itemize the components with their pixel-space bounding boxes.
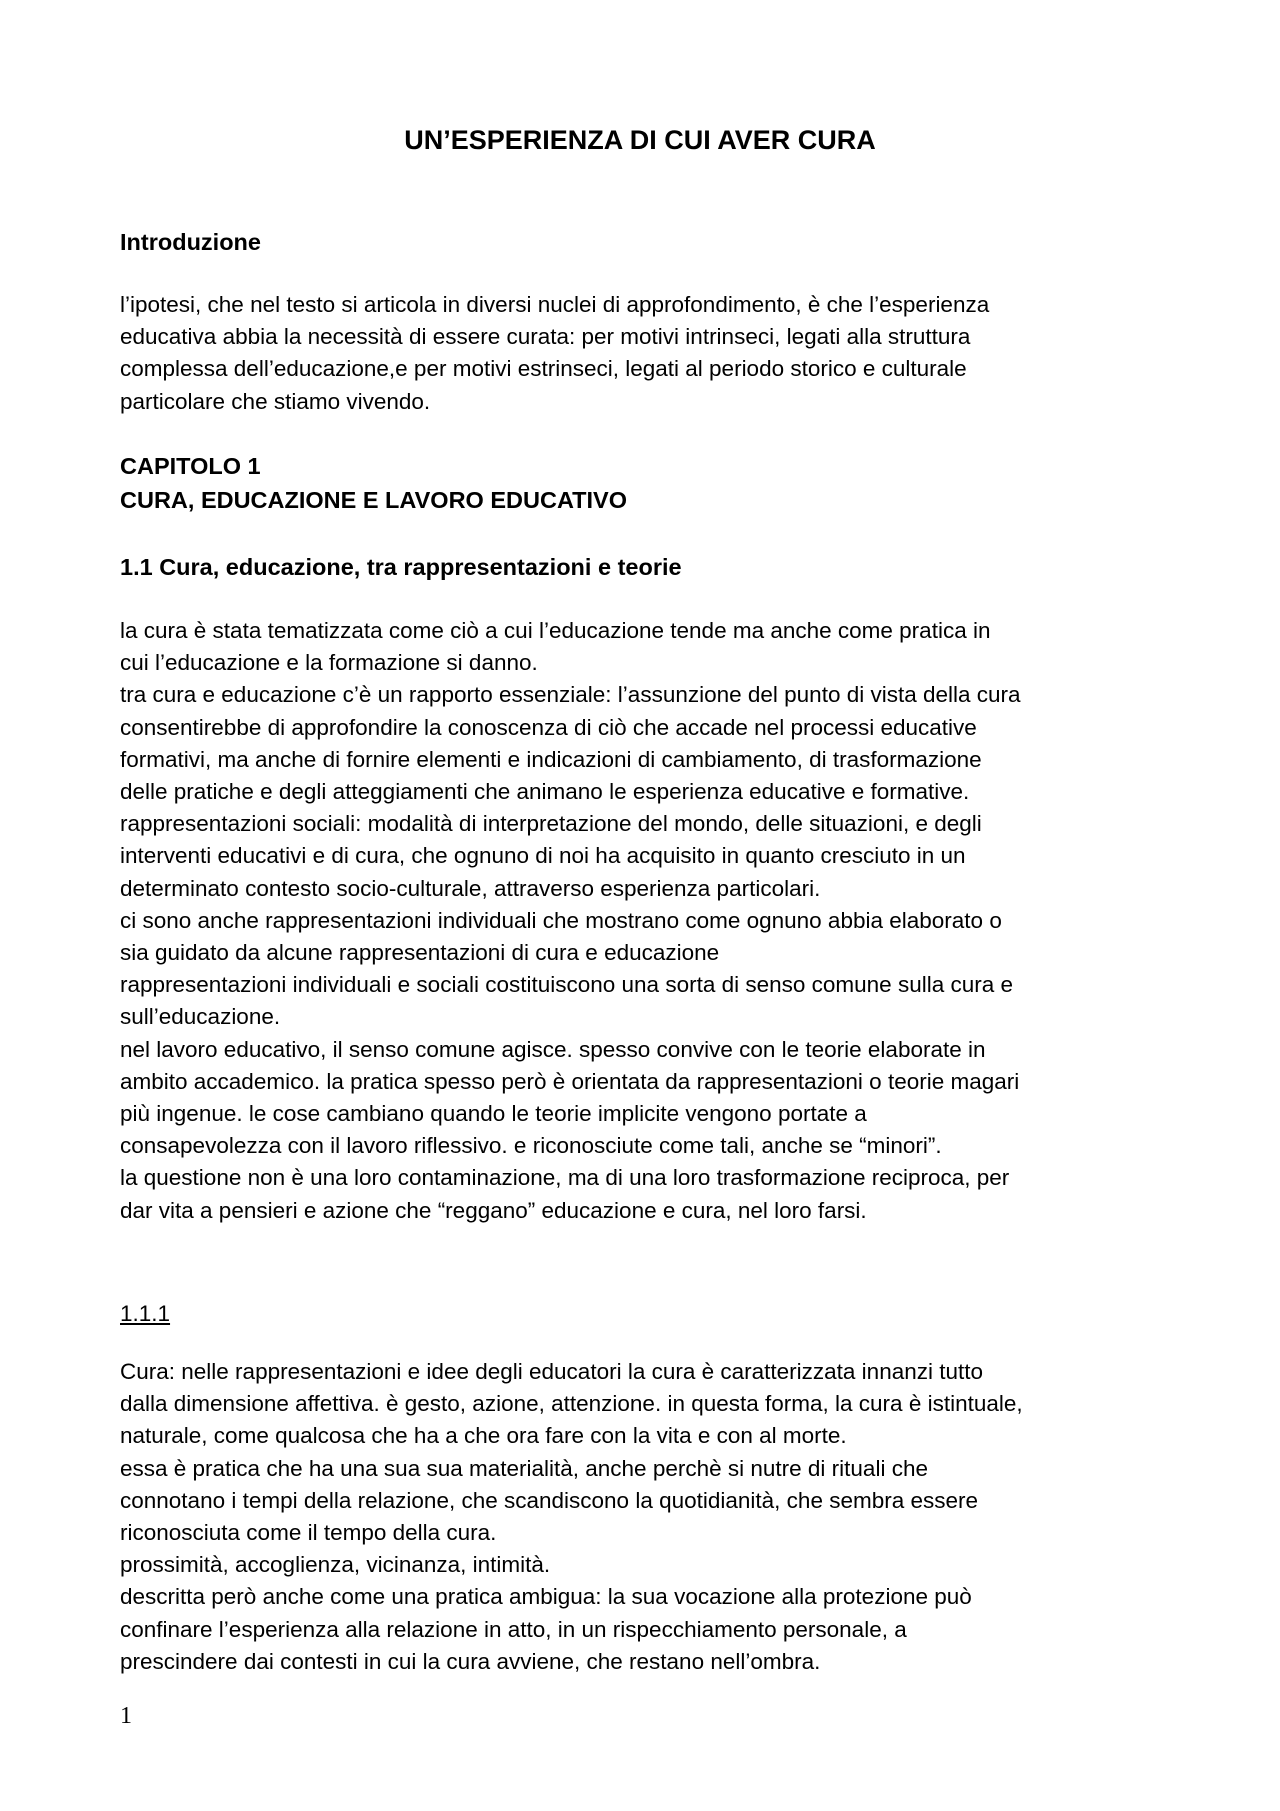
text-line: formativi, ma anche di fornire elementi e indicazioni di cambiamento, di trasformazione (120, 746, 982, 772)
text-line: interventi educativi e di cura, che ognuno di noi ha acquisito in quanto cresciuto in un (120, 843, 966, 869)
text-line: sia guidato da alcune rappresentazioni di cura e educazione (120, 940, 720, 966)
text-line: ci sono anche rappresentazioni individuali che mostrano come ognuno abbia elaborato o (120, 907, 1002, 933)
text-line: ambito accademico. la pratica spesso però è orientata da rappresentazioni o teorie magari (120, 1068, 1020, 1094)
text-line: prossimità, accoglienza, vicinanza, intimità. (120, 1552, 551, 1578)
text-line: connotano i tempi della relazione, che scandiscono la quotidianità, che sembra essere (120, 1487, 979, 1513)
document-title: UN’ESPERIENZA DI CUI AVER CURA (404, 125, 876, 155)
text-line: delle pratiche e degli atteggiamenti che animano le esperienza educative e formative. (120, 779, 970, 805)
text-line: complessa dell’educazione,e per motivi estrinseci, legati al periodo storico e culturale (120, 356, 967, 382)
text-line: più ingenue. le cose cambiano quando le teorie implicite vengono portate a (120, 1101, 867, 1127)
subsection-paragraph (120, 1356, 1180, 1678)
text-line: riconosciuta come il tempo della cura. (120, 1520, 497, 1546)
text-line: confinare l’esperienza alla relazione in atto, in un rispecchiamento personale, a (120, 1616, 907, 1642)
text-line: sull’educazione. (120, 1004, 281, 1030)
text-line: nel lavoro educativo, il senso comune agisce. spesso convive con le teorie elaborate in (120, 1036, 986, 1062)
text-line: l’ipotesi, che nel testo si articola in diversi nuclei di approfondimento, è che l’esperienza (120, 292, 990, 317)
text-line: consentirebbe di approfondire la conoscenza di ciò che accade nel processi educative (120, 714, 977, 740)
chapter-title: CURA, EDUCAZIONE E LAVORO EDUCATIVO (120, 487, 628, 513)
text-line: descritta però anche come una pratica ambigua: la sua vocazione alla protezione può (120, 1584, 972, 1610)
text-line: tra cura e educazione c’è un rapporto essenziale: l’assunzione del punto di vista della cura (120, 682, 1021, 708)
text-line: dar vita a pensieri e azione che “reggano” educazione e cura, nel loro farsi. (120, 1197, 867, 1223)
text-line: la cura è stata tematizzata come ciò a cui l’educazione tende ma anche come pratica in (120, 618, 991, 643)
text-line: rappresentazioni sociali: modalità di interpretazione del mondo, delle situazioni, e degli (120, 811, 982, 837)
text-line: consapevolezza con il lavoro riflessivo. e riconosciute come tali, anche se “minori”. (120, 1133, 942, 1159)
text-line: la questione non è una loro contaminazione, ma di una loro trasformazione reciproca, per (120, 1165, 1010, 1191)
text-line: cui l’educazione e la formazione si danno. (120, 650, 538, 676)
section-heading: 1.1 Cura, educazione, tra rappresentazioni e teorie (120, 554, 682, 580)
text-line: prescindere dai contesti in cui la cura avviene, che restano nell’ombra. (120, 1648, 821, 1674)
text-line: educativa abbia la necessità di essere curata: per motivi intrinseci, legati alla struttura (120, 324, 971, 350)
page-number: 1 (120, 1703, 132, 1729)
chapter-label: CAPITOLO 1 (120, 453, 261, 479)
text-line: Cura: nelle rappresentazioni e idee degli educatori la cura è caratterizzata innanzi tutto (120, 1359, 984, 1384)
text-line: dalla dimensione affettiva. è gesto, azione, attenzione. in questa forma, la cura è istintuale, (120, 1391, 1023, 1417)
subsection-number: 1.1.1 (120, 1301, 171, 1326)
intro-heading: Introduzione (120, 229, 261, 255)
text-line: naturale, come qualcosa che ha a che ora fare con la vita e con al morte. (120, 1423, 847, 1449)
section-paragraph (120, 615, 1180, 1227)
text-line: essa è pratica che ha una sua sua materialità, anche perchè si nutre di rituali che (120, 1455, 928, 1481)
text-line: rappresentazioni individuali e sociali costituiscono una sorta di senso comune sulla cura e (120, 972, 1014, 998)
text-line: particolare che stiamo vivendo. (120, 388, 431, 414)
text-line: determinato contesto socio-culturale, attraverso esperienza particolari. (120, 875, 821, 901)
intro-paragraph (120, 289, 1180, 418)
